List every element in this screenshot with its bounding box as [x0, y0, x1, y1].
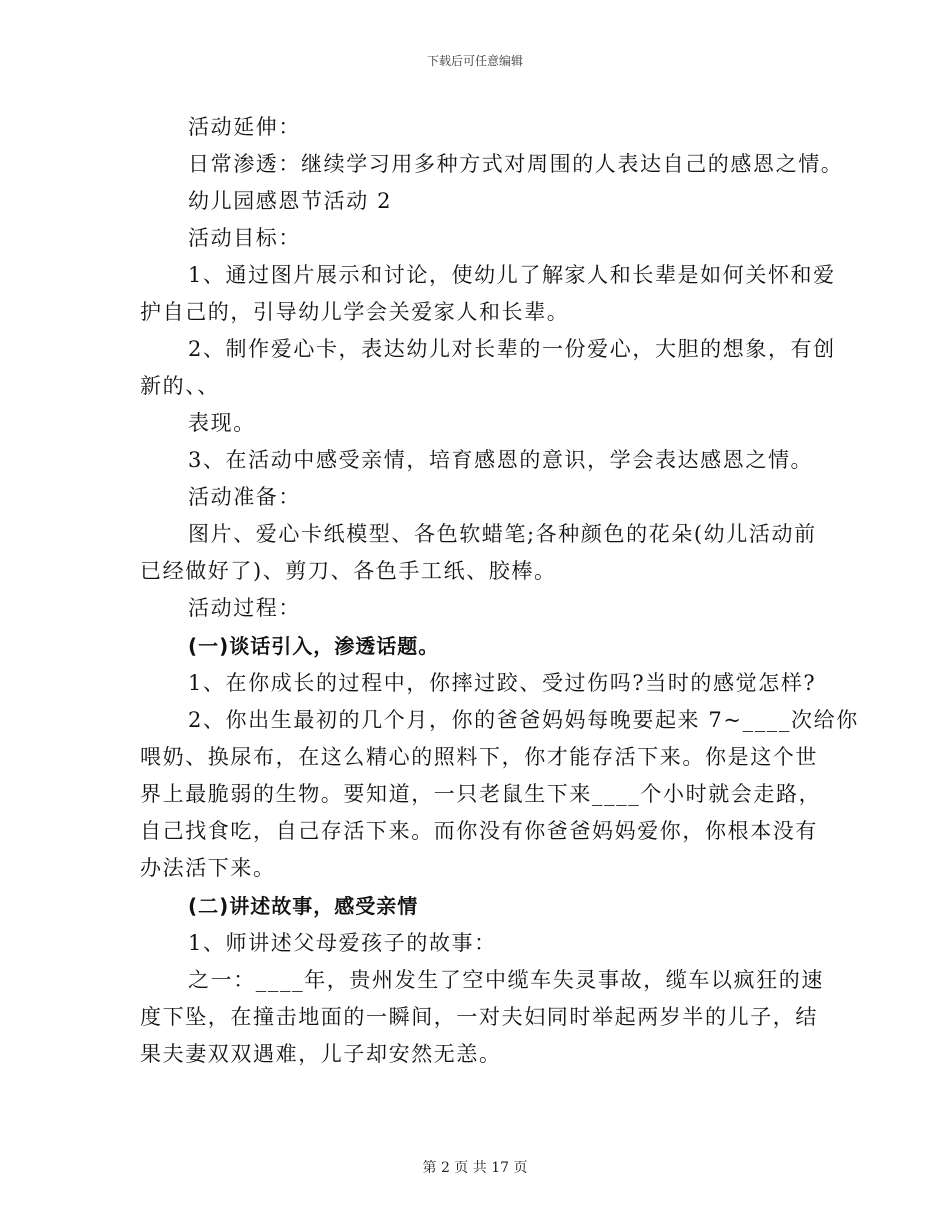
- page-footer: 第 2 页 共 17 页: [422, 1160, 528, 1176]
- text-line: 活动准备：: [188, 485, 301, 509]
- text-line: 新的、、: [140, 374, 220, 398]
- text-line: 界上最脆弱的生物。要知道，一只老鼠生下来____个小时就会走路，: [140, 782, 822, 806]
- text-line: 3、在活动中感受亲情，培育感恩的意识，学会表达感恩之情。: [188, 448, 814, 472]
- text-line: 活动过程：: [188, 596, 301, 620]
- text-line: 护自己的，引导幼儿学会关爱家人和长辈。: [140, 300, 570, 324]
- text-line: 幼儿园感恩节活动 2: [188, 189, 393, 213]
- text-line: 自己找食吃，自己存活下来。而你没有你爸爸妈妈爱你，你根本没有: [140, 819, 818, 843]
- text-line: 之一：____年，贵州发生了空中缆车失灵事故，缆车以疯狂的速: [188, 968, 824, 992]
- section-heading: (二)讲述故事，感受亲情: [188, 894, 419, 918]
- text-line: 办法活下来。: [140, 856, 276, 880]
- section-heading: (一)谈话引入，渗透话题。: [188, 634, 440, 658]
- text-line: 度下坠，在撞击地面的一瞬间，一对夫妇同时举起两岁半的儿子，结: [140, 1005, 818, 1029]
- text-line: 已经做好了)、剪刀、各色手工纸、胶棒。: [140, 559, 557, 583]
- text-line: 2、制作爱心卡，表达幼儿对长辈的一份爱心，大胆的想象，有创: [188, 337, 836, 361]
- text-line: 图片、爱心卡纸模型、各色软蜡笔;各种颜色的花朵(幼儿活动前: [188, 522, 817, 546]
- text-line: 喂奶、换尿布，在这么精心的照料下，你才能存活下来。你是这个世: [140, 745, 818, 769]
- text-line: 果夫妻双双遇难，儿子却安然无恙。: [140, 1042, 502, 1066]
- text-line: 1、在你成长的过程中，你摔过跤、受过伤吗?当时的感觉怎样?: [188, 671, 817, 695]
- page-header: 下载后可任意编辑: [426, 54, 523, 68]
- text-line: 1、师讲述父母爱孩子的故事：: [188, 931, 497, 955]
- text-line: 活动延伸：: [188, 115, 301, 139]
- text-line: 活动目标：: [188, 226, 301, 250]
- text-line: 2、你出生最初的几个月，你的爸爸妈妈每晚要起来 7~____次给你: [188, 708, 859, 732]
- text-line: 日常渗透：继续学习用多种方式对周围的人表达自己的感恩之情。: [188, 152, 844, 176]
- text-line: 1、通过图片展示和讨论，使幼儿了解家人和长辈是如何关怀和爱: [188, 263, 836, 287]
- text-line: 表现。: [188, 411, 256, 435]
